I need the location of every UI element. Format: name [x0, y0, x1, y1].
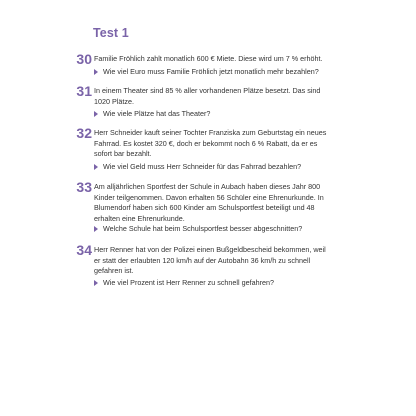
task-number: 33	[76, 179, 92, 195]
arrow-icon	[94, 164, 98, 170]
task-number: 34	[76, 242, 92, 258]
task-question	[94, 67, 334, 78]
task-text: Herr Schneider kauft seiner Tochter Franziska zum Geburtstag ein neues Fahrrad. Es kostet 320 €, doch er bekommt noch 6 % Rabatt, da er es sofort bar bezahlt.	[94, 128, 327, 159]
question-text: Wie viele Plätze hat das Theater?	[103, 109, 211, 118]
task-text: Am alljährlichen Sportfest der Schule in Aubach haben dieses Jahr 800 Kinder teilgenommen. Davon erhalten 56 Schüler eine Ehrenurkunde. In Blumendorf haben sich 600 Kinder am Schulsportfest beteiligt und 48 erhalten eine Ehrenurkunde.	[94, 182, 324, 223]
arrow-icon	[94, 111, 98, 117]
question-text: Wie viel Euro muss Familie Fröhlich jetzt monatlich mehr bezahlen?	[103, 67, 319, 76]
task-question	[94, 109, 334, 120]
task-text: In einem Theater sind 85 % aller vorhandenen Plätze besetzt. Das sind 1020 Plätze.	[94, 86, 321, 106]
question-text: Wie viel Prozent ist Herr Renner zu schnell gefahren?	[103, 278, 274, 287]
task-number: 31	[76, 83, 92, 99]
task-text: Herr Renner hat von der Polizei einen Bußgeldbescheid bekommen, weil er statt der erlaubten 120 km/h auf der Autobahn 36 km/h zu schnell gefahren ist.	[94, 245, 326, 276]
question-text: Wie viel Geld muss Herr Schneider für das Fahrrad bezahlen?	[103, 162, 302, 171]
task-text: Familie Fröhlich zahlt monatlich 600 € Miete. Diese wird um 7 % erhöht.	[94, 54, 323, 63]
task-question	[94, 278, 334, 289]
arrow-icon	[94, 226, 98, 232]
task-question	[94, 162, 334, 173]
arrow-icon	[94, 280, 98, 286]
question-text: Welche Schule hat beim Schulsportfest besser abgeschnitten?	[103, 224, 303, 233]
task-question	[94, 224, 334, 235]
task-number: 32	[76, 125, 92, 141]
task-number: 30	[76, 51, 92, 67]
test-title: Test 1	[93, 26, 129, 40]
arrow-icon	[94, 69, 98, 75]
